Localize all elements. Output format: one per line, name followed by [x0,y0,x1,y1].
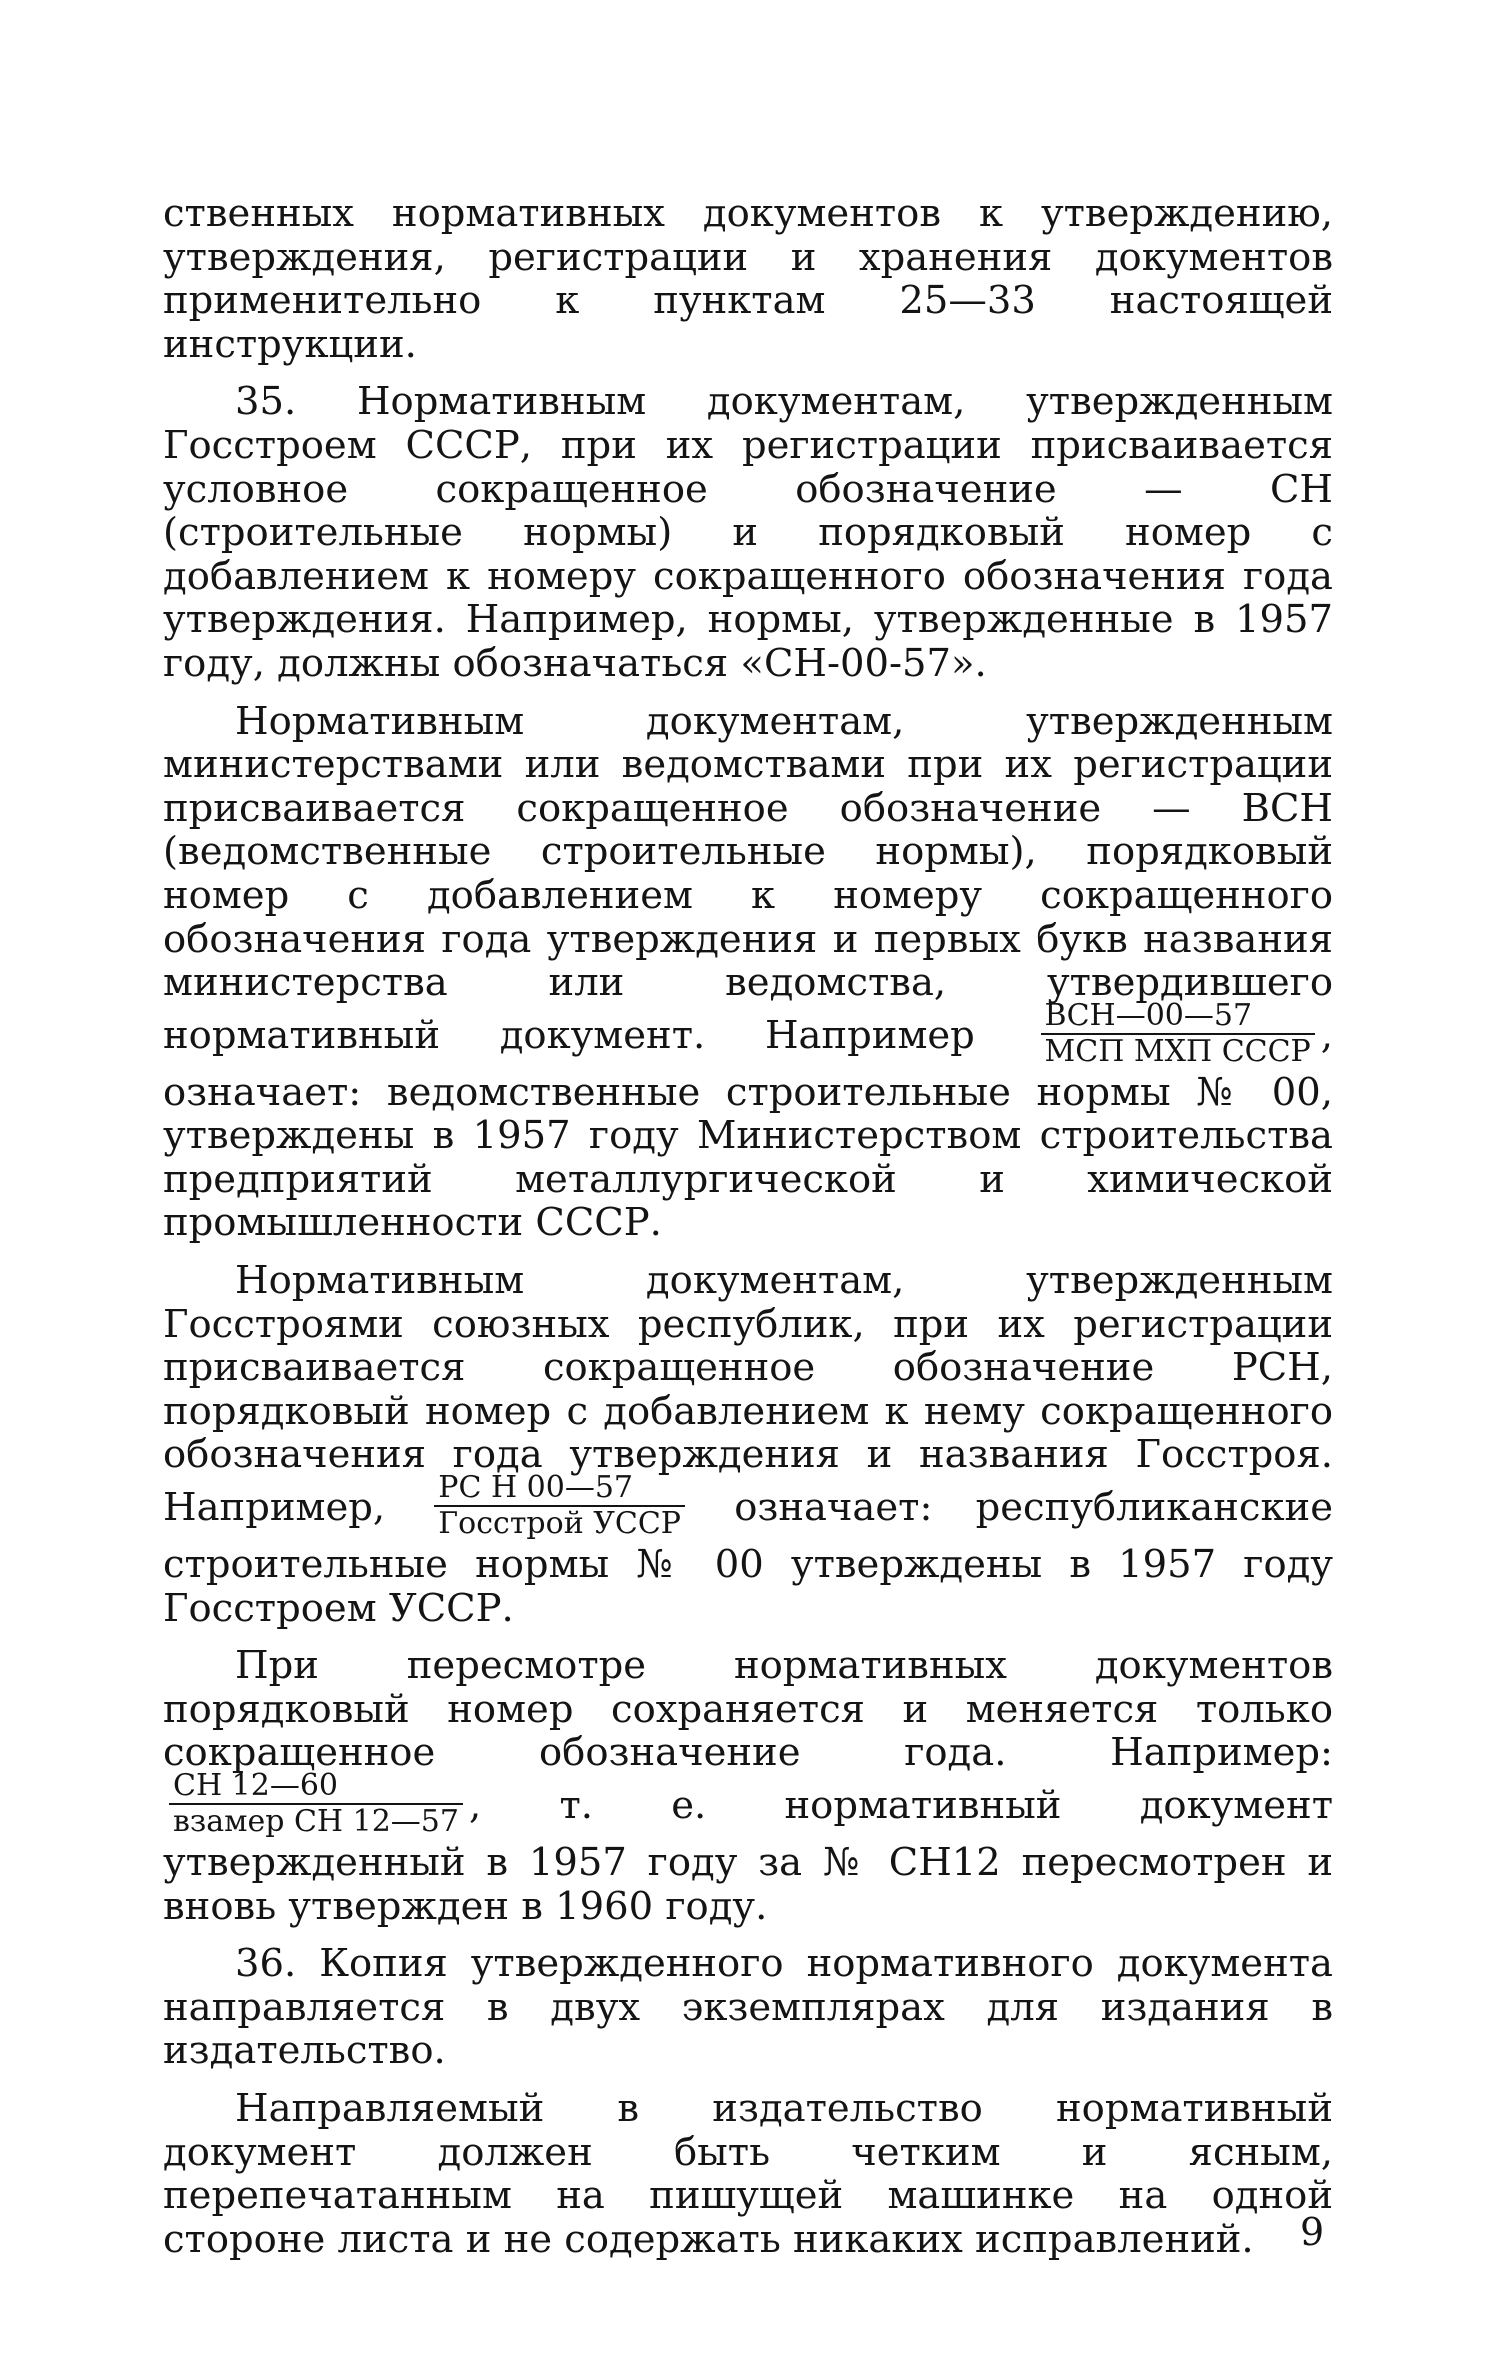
paragraph-36: 36. Копия утвержденного нормативного документа направляется в двух экземплярах для издания в издательство. [163,1941,1333,2074]
paragraph-vsn-text-2: , означает: ведомственные строительные нормы № 00, утверждены в 1957 году Министерством строительства предприятий металлургической и химической промышленности СССР. [163,1012,1333,1246]
rsn-designation-fraction [434,1470,685,1542]
rsn-fraction-numerator: РС Н 00—57 [434,1473,685,1507]
rsn-fraction-denominator: Госстрой УССР [438,1506,681,1542]
paragraph-continuation: ственных нормативных документов к утверждению, утверждения, регистрации и хранения документов применительно к пунктам 25—33 настоящей инструкции. [163,191,1333,367]
paragraph-revision-text-2: , т. е. нормативный документ утвержденный в 1957 году за № СН12 пересмотрен и вновь утвержден в 1960 году. [163,1783,1333,1929]
paragraph-35: 35. Нормативным документам, утвержденным Госстроем СССР, при их регистрации присваивается условное сокращенное обозначение — СН (строительные нормы) и порядковый номер с добавлением к номеру сокращенного обозначения года утверждения. Например, нормы, утвержденные в 1957 году, должны обозначаться «СН-00-57». [163,379,1333,686]
paragraph-rsn-text-1: Нормативным документам, утвержденным Госстроями союзных республик, при их регистрации присваивается сокращенное обозначение РСН, порядковый номер с добавлением к нему сокращенного обозначения года утверждения и названия Госстроя. Например, [163,1258,1333,1531]
page-number: 9 [1300,2210,1325,2254]
paragraph-revision [163,1644,1333,1928]
paragraph-revision-text-1: При пересмотре нормативных документов порядковый номер сохраняется и меняется только сокращенное обозначение года. Например: [163,1643,1333,1776]
page-body [163,192,1333,2261]
paragraph-rsn-text-2: означает: республиканские строительные нормы № 00 утверждены в 1957 году Госстроем УССР. [163,1485,1333,1631]
paragraph-vsn-text-1: Нормативным документам, утвержденным министерствами или ведомствами при их регистрации присваивается сокращенное обозначение — ВСН (ведомственные строительные нормы), порядковый номер с добавлением к номеру сокращенного обозначения года утверждения и первых букв названия министерства или ведомства, утвердившего нормативный документ. Например [163,698,1333,1058]
paragraph-rsn [163,1259,1333,1630]
revision-fraction-denominator: взамер СН 12—57 [173,1804,459,1839]
revision-designation-fraction [169,1768,463,1839]
revision-fraction-numerator: СН 12—60 [169,1771,463,1805]
vsn-designation-fraction [1041,997,1315,1069]
vsn-fraction-denominator: МСП МХП СССР [1044,1033,1311,1069]
paragraph-submission: Направляемый в издательство нормативный документ должен быть четким и ясным, перепечатанным на пишущей машинке на одной стороне листа и не содержать никаких исправлений. [163,2085,1333,2262]
paragraph-vsn [163,700,1333,1246]
vsn-fraction-numerator: ВСН—00—57 [1041,1001,1315,1035]
